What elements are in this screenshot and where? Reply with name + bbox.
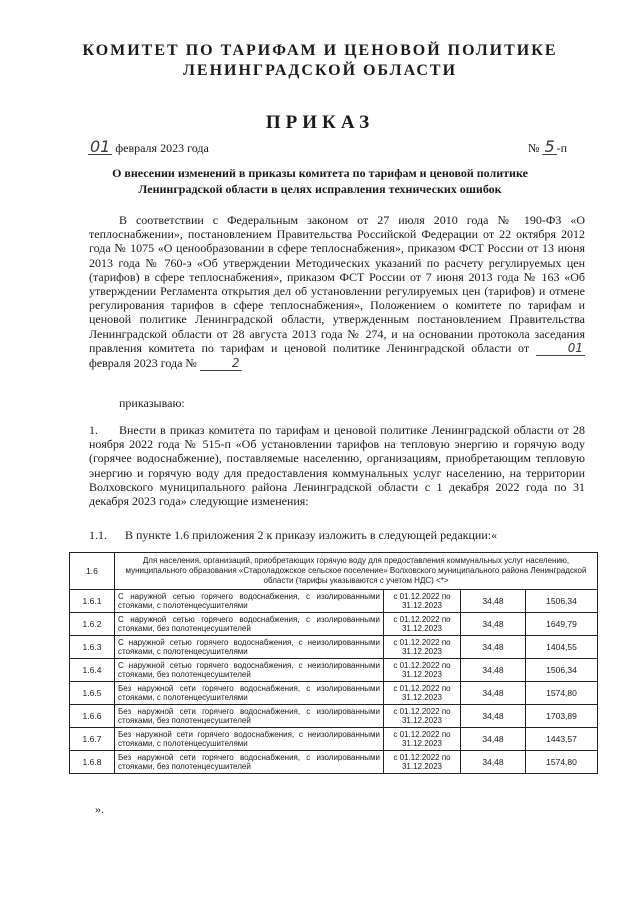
item-1-number: 1. bbox=[89, 423, 98, 437]
number-suffix: -п bbox=[556, 141, 568, 155]
table-row bbox=[70, 751, 598, 774]
table-cell-desc: Без наружной сети горячего водоснабжения, с изолированными стояками, без полотенцесушителей bbox=[115, 751, 384, 774]
table-cell-num: 1.6.1 bbox=[70, 590, 115, 613]
subject-line2: Ленинградской области в целях исправления технических ошибок bbox=[138, 182, 502, 196]
preamble-after-day: февраля 2023 bbox=[89, 355, 158, 370]
item-1-1-text: В пункте 1.6 приложения 2 к приказу изложить в следующей редакции:« bbox=[125, 528, 498, 542]
table-cell-desc: Без наружной сети горячего водоснабжения, с изолированными стояками, с полотенцесушителями bbox=[115, 682, 384, 705]
table-cell-value1: 34,48 bbox=[461, 705, 526, 728]
table-cell-value1: 34,48 bbox=[461, 659, 526, 682]
table-cell-desc: Без наружной сети горячего водоснабжения, с изолированными стояками, без полотенцесушителей bbox=[115, 705, 384, 728]
table-cell-value2: 1506,34 bbox=[526, 590, 598, 613]
order-subject bbox=[100, 165, 540, 197]
handwritten-protocol-number: 2 bbox=[200, 356, 242, 371]
table-cell-value2: 1574,80 bbox=[526, 682, 598, 705]
item-1-1-number: 1.1. bbox=[89, 528, 107, 542]
subject-line1: О внесении изменений в приказы комитета по тарифам и ценовой политике bbox=[112, 166, 528, 180]
table-cell-value1: 34,48 bbox=[461, 613, 526, 636]
preamble-text: В соответствии с Федеральным законом от 27 июля 2010 года № 190-ФЗ «О теплоснабжении», постановлением Правительства Российской Федерации от 22 октября 2012 года № 1075 «О ценообразовании в сфере теплоснабжения», приказом ФСТ России от 13 июня 2013 года № 760-э «Об утверждении Методических указаний по расчету регулируемых цен (тарифов) в сфере теплоснабжения», приказом ФСТ России от 7 июня 2013 года № 163 «Об утверждении Регламента открытия дел об установлении регулируемых цен (тарифов) и отмене регулирования тарифов в сфере теплоснабжения», Положением о комитете по тарифам и ценовой политике Ленинградской области, утвержденным постановлением Правительства Ленинградской области от 28 августа 2013 года № 274, и на основании протокола заседания правления комитета по тарифам и ценовой политике Ленинградской области от bbox=[89, 213, 585, 355]
table-cell-period: с 01.12.2022 по 31.12.2023 bbox=[384, 613, 461, 636]
table-cell-num: 1.6.3 bbox=[70, 636, 115, 659]
table-cell-period: с 01.12.2022 по 31.12.2023 bbox=[384, 590, 461, 613]
table-cell-value2: 1404,55 bbox=[526, 636, 598, 659]
table-cell-desc: С наружной сетью горячего водоснабжения, с изолированными стояками, с полотенцесушителями bbox=[115, 590, 384, 613]
table-cell-desc: Без наружной сети горячего водоснабжения, с неизолированными стояками, с полотенцесушителями bbox=[115, 728, 384, 751]
table-cell-desc: С наружной сетью горячего водоснабжения, с изолированными стояками, без полотенцесушителей bbox=[115, 613, 384, 636]
table-cell-num: 1.6.6 bbox=[70, 705, 115, 728]
closing-quote: ». bbox=[95, 802, 104, 816]
item-1-text: Внести в приказ комитета по тарифам и ценовой политике Ленинградской области от 28 ноября 2022 года № 515-п «Об установлении тарифов на тепловую энергию и горячую воду (горячее водоснабжение), поставляемые населению, организациям, приобретающим тепловую энергию и горячую воду для предоставления коммунальных услуг населению, на территории Волховского муниципального района Ленинградской области с 1 декабря 2022 года по 31 декабря 2023 года» следующие изменения: bbox=[89, 423, 585, 509]
table-cell-value1: 34,48 bbox=[461, 636, 526, 659]
preamble-paragraph bbox=[89, 213, 585, 371]
table-cell-value2: 1443,57 bbox=[526, 728, 598, 751]
handwritten-protocol-day: 01 bbox=[536, 341, 585, 356]
table-row bbox=[70, 590, 598, 613]
table-cell-period: с 01.12.2022 по 31.12.2023 bbox=[384, 751, 461, 774]
order-number bbox=[528, 137, 568, 156]
table-cell-head-num: 1.6 bbox=[70, 553, 115, 590]
table-cell-head-text: Для населения, организаций, приобретающих горячую воду для предоставления коммунальных услуг населению, муниципального образования «Староладожское сельское поселение» Волховского муниципального района Ленинградской области (тарифы указываются с учетом НДС) <*> bbox=[115, 553, 598, 590]
table-cell-period: с 01.12.2022 по 31.12.2023 bbox=[384, 659, 461, 682]
table-row bbox=[70, 682, 598, 705]
table-cell-period: с 01.12.2022 по 31.12.2023 bbox=[384, 705, 461, 728]
table-cell-num: 1.6.2 bbox=[70, 613, 115, 636]
item-1-paragraph bbox=[89, 423, 585, 508]
table-cell-value2: 1574,80 bbox=[526, 751, 598, 774]
table-cell-period: с 01.12.2022 по 31.12.2023 bbox=[384, 728, 461, 751]
table-cell-value1: 34,48 bbox=[461, 751, 526, 774]
committee-name-line2: ЛЕНИНГРАДСКОЙ ОБЛАСТИ bbox=[182, 62, 458, 79]
committee-name-line1: КОМИТЕТ ПО ТАРИФАМ И ЦЕНОВОЙ ПОЛИТИКЕ bbox=[82, 42, 558, 59]
order-date bbox=[88, 137, 209, 156]
table-cell-num: 1.6.5 bbox=[70, 682, 115, 705]
number-prefix: № bbox=[528, 141, 540, 155]
tariff-table bbox=[69, 552, 598, 774]
date-rest: февраля 2023 года bbox=[115, 141, 209, 155]
table-row bbox=[70, 613, 598, 636]
table-cell-num: 1.6.8 bbox=[70, 751, 115, 774]
document-title: ПРИКАЗ bbox=[265, 112, 375, 133]
table-cell-period: с 01.12.2022 по 31.12.2023 bbox=[384, 636, 461, 659]
table-cell-num: 1.6.7 bbox=[70, 728, 115, 751]
handwritten-day: 01 bbox=[90, 137, 111, 156]
table-cell-desc: С наружной сетью горячего водоснабжения, с неизолированными стояками, без полотенцесушителей bbox=[115, 659, 384, 682]
table-cell-period: с 01.12.2022 по 31.12.2023 bbox=[384, 682, 461, 705]
table-row bbox=[70, 705, 598, 728]
table-row bbox=[70, 659, 598, 682]
table-cell-value1: 34,48 bbox=[461, 728, 526, 751]
order-word: приказываю: bbox=[119, 396, 185, 410]
table-cell-value2: 1703,89 bbox=[526, 705, 598, 728]
preamble-protocol-prefix: года № bbox=[160, 355, 197, 370]
table-row bbox=[70, 728, 598, 751]
table-header-row bbox=[70, 553, 598, 590]
handwritten-number: 5 bbox=[544, 137, 555, 156]
table-cell-value2: 1506,34 bbox=[526, 659, 598, 682]
table-cell-value2: 1649,79 bbox=[526, 613, 598, 636]
table-row bbox=[70, 636, 598, 659]
table-cell-desc: С наружной сетью горячего водоснабжения, с неизолированными стояками, с полотенцесушителями bbox=[115, 636, 384, 659]
table-cell-value1: 34,48 bbox=[461, 682, 526, 705]
item-1-1 bbox=[89, 528, 497, 543]
table-cell-value1: 34,48 bbox=[461, 590, 526, 613]
table-cell-num: 1.6.4 bbox=[70, 659, 115, 682]
